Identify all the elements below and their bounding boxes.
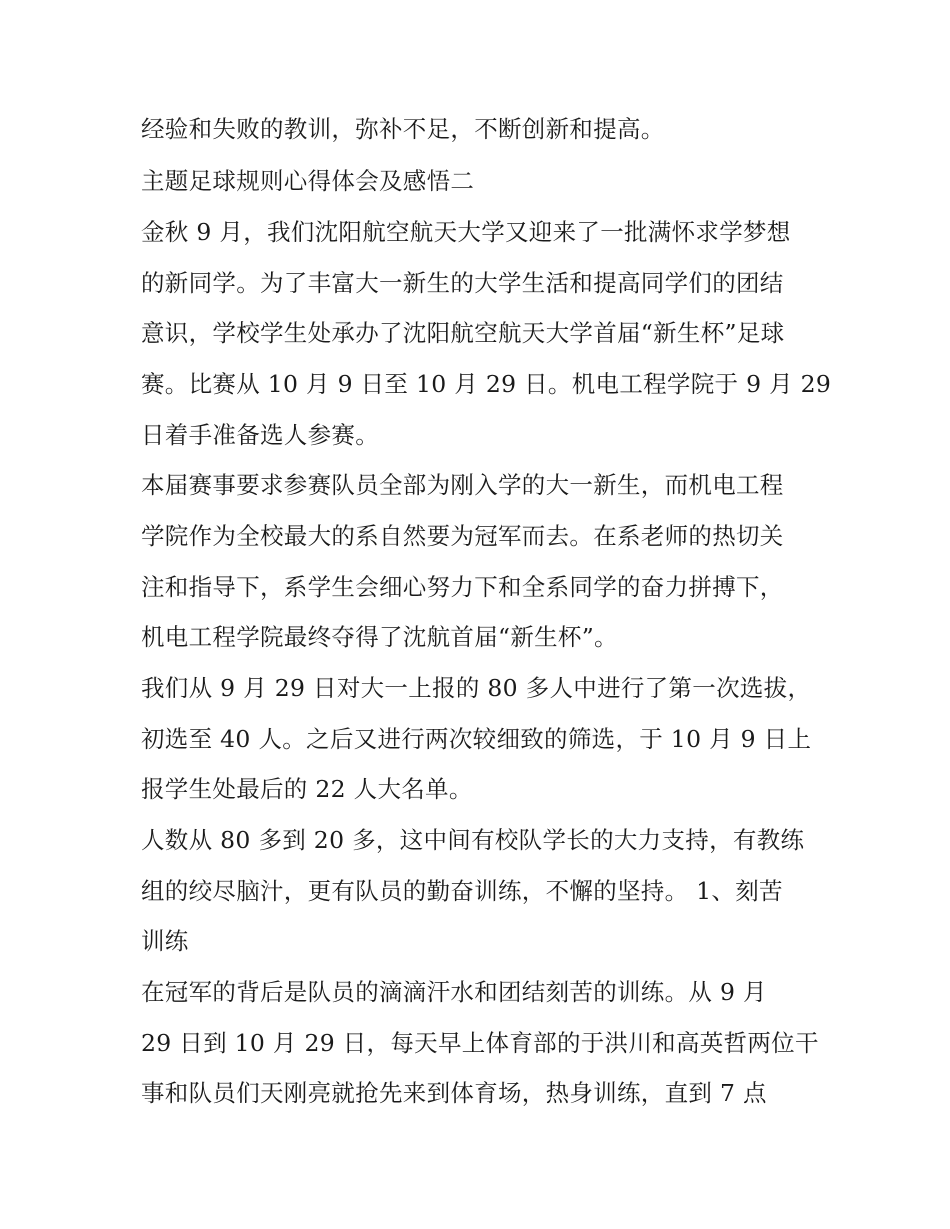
text-line-15: 人数从 80 多到 20 多，这中间有校队学长的大力支持，有教练 bbox=[141, 826, 805, 854]
text-line-10: 注和指导下，系学生会细心努力下和全系同学的奋力拼搏下， bbox=[141, 573, 784, 601]
text-line-6: 赛。比赛从 10 月 9 日至 10 月 29 日。机电工程学院于 9 月 29 bbox=[141, 370, 832, 398]
text-line-12: 我们从 9 月 29 日对大一上报的 80 多人中进行了第一次选拔， bbox=[141, 674, 812, 702]
text-line-14: 报学生处最后的 22 人大名单。 bbox=[141, 775, 473, 803]
text-line-17: 训练 bbox=[141, 927, 189, 955]
text-line-9: 学院作为全校最大的系自然要为冠军而去。在系老师的热切关 bbox=[141, 522, 784, 550]
text-line-8: 本届赛事要求参赛队员全部为刚入学的大一新生，而机电工程 bbox=[141, 471, 784, 499]
text-line-5: 意识，学校学生处承办了沈阳航空航天大学首届“新生杯”足球 bbox=[141, 319, 785, 347]
text-line-3: 金秋 9 月，我们沈阳航空航天大学又迎来了一批满怀求学梦想 bbox=[141, 218, 791, 246]
text-line-19: 29 日到 10 月 29 日，每天早上体育部的于洪川和高英哲两位干 bbox=[141, 1029, 819, 1057]
text-line-13: 初选至 40 人。之后又进行两次较细致的筛选，于 10 月 9 日上 bbox=[141, 725, 812, 753]
text-line-18: 在冠军的背后是队员的滴滴汗水和团结刻苦的训练。从 9 月 bbox=[141, 978, 767, 1006]
text-line-7: 日着手准备选人参赛。 bbox=[141, 421, 379, 449]
text-line-11: 机电工程学院最终夺得了沈航首届“新生杯”。 bbox=[141, 623, 618, 651]
text-line-1: 经验和失败的教训，弥补不足，不断创新和提高。 bbox=[141, 115, 665, 143]
text-line-4: 的新同学。为了丰富大一新生的大学生活和提高同学们的团结 bbox=[141, 269, 784, 297]
text-line-20: 事和队员们天刚亮就抢先来到体育场，热身训练，直到 7 点 bbox=[141, 1079, 767, 1107]
text-line-16: 组的绞尽脑汁，更有队员的勤奋训练，不懈的坚持。 1、刻苦 bbox=[141, 877, 783, 905]
section-heading: 主题足球规则心得体会及感悟二 bbox=[141, 167, 475, 195]
